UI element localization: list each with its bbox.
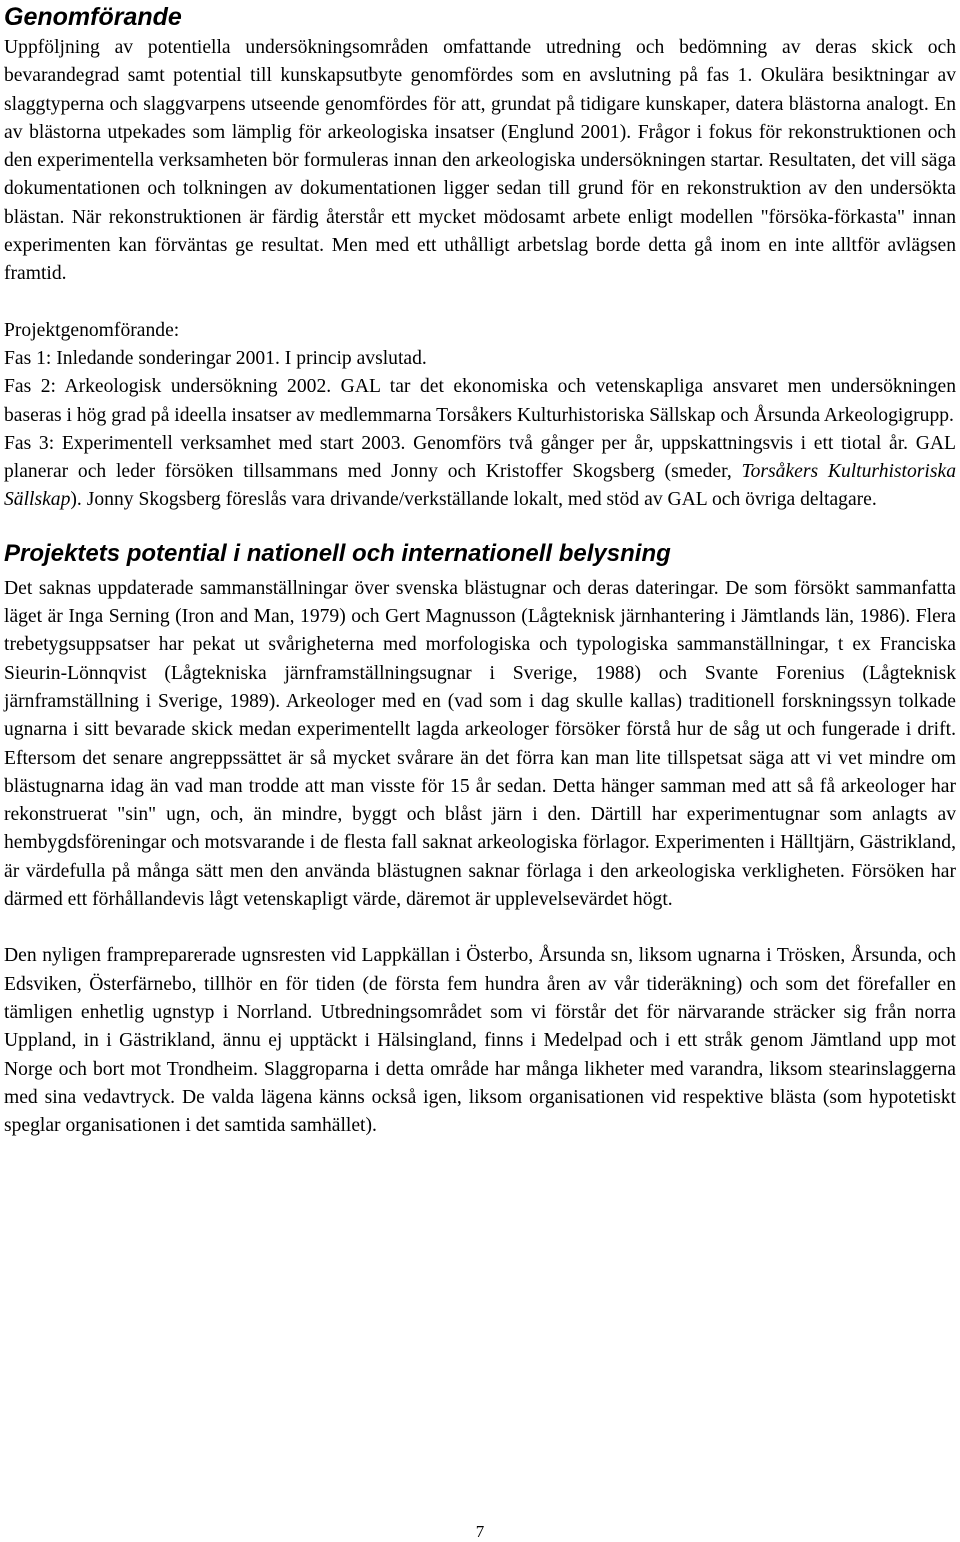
- section-heading-genomforande: Genomförande: [4, 3, 182, 31]
- document-page: [4, 0, 956, 1140]
- phase-3-text-end: ). Jonny Skogsberg föreslås vara drivande/verkställande lokalt, med stöd av GAL och övriga deltagare.: [70, 489, 877, 511]
- intro-paragraph: Uppföljning av potentiella undersökningsområden omfattande utredning och bedömning av deras skick och bevarandegrad samt potential till kunskapsutbyte genomfördes som en avslutning på fas 1. Okulära besiktningar av slaggtyperna och slaggvarpens utseende genomfördes för att, grundat på tidigare kunskaper, datera blästorna analogt. En av blästorna utpekades som lämplig för arkeologiska insatser (Englund 2001). Frågor i fokus för rekonstruktionen och den experimentella verksamheten bör formuleras innan den arkeologiska undersökningen startar. Resultaten, det vill säga dokumentationen och tolkningen av dokumentationen ligger sedan till grund för en rekonstruktion av den undersökta blästan. När rekonstruktionen är färdig återstår ett mycket mödosamt arbete enligt modellen "försöka-förkasta" innan experimenten kan förväntas ge resultat. Men med ett uthålligt arbetslag borde detta gå inom en inte alltför avlägsen framtid.: [4, 37, 956, 285]
- phase-1-text: Fas 1: Inledande sonderingar 2001. I princip avslutad.: [4, 347, 427, 369]
- potential-paragraph-1: Det saknas uppdaterade sammanställningar över svenska blästugnar och deras dateringar. De som försökt sammanfatta läget är Inga Serning (Iron and Man, 1979) och Gert Magnusson (Lågteknisk järnhantering i Jämtlands län, 1986). Flera trebetygsuppsatser har pekat ut svårigheterna med morfologiska och typologiska sammanställningar, t ex Franciska Sieurin-Lönnqvist (Lågtekniska järnframställningsugnar i Sverige, 1988) och Svante Forenius (Lågteknisk järnframställning i Sverige, 1989). Arkeologer med en (vad som i dag skulle kallas) traditionell forskningssyn tolkade ugnarna i sitt bevarade skick medan experimentellt lagda arkeologer försöker förstå hur de såg ut och fungerade i drift. Eftersom det senare angreppssättet är så mycket svårare än det förra kan man lite tillspetsat säga att vi vet mindre om blästugnarna idag än vad man trodde att man visste för 15 år sedan. Detta hänger samman med att så få arkeologer har rekonstruerat "sin" ugn, och, än mindre, byggt och blåst järn i den. Därtill har experimentugnar som anlagts av hembygdsföreningar och motsvarande i de flesta fall saknat arkeologiska förlagor. Experimenten i Hälltjärn, Gästrikland, är värdefulla på många sätt men den använda blästugnen saknar förlaga i den arkeologiska verkligheten. Försöken har därmed ett förhållandevis lågt vetenskapligt värde, däremot är upplevelsevärdet högt.: [4, 577, 956, 911]
- phase-3-text-start: Fas 3: Experimentell verksamhet med start 2003. Genomförs två gånger per år, uppskattningsvis i ett tiotal år. GAL planerar och leder försöken tillsammans med Jonny och Kristoffer Skogsberg (smeder,: [4, 432, 956, 483]
- page-number: 7: [475, 1522, 485, 1541]
- potential-paragraph-2: Den nyligen frampreparerade ugnsresten vid Lappkällan i Österbo, Årsunda sn, liksom ugnarna i Trösken, Årsunda, och Edsviken, Österfärnebo, tillhör en för tiden (de första fem hundra åren av vår tideräkning) och som det förefaller en tämligen enhetlig ugnstyp i Norrland. Utbredningsområdet som vi förstår det för närvarande sträcker sig från norra Uppland, in i Gästrikland, ännu ej upptäckt i Hälsingland, finns i Medelpad och i ett stråk genom Jämtland upp mot Norge och bort mot Trondheim. Slaggroparna i detta område har många likheter med varandra, liksom stearinslaggerna med sina vedavtryck. De valda lägena känns också igen, liksom organisationen vid respektive blästa (som hypotetiskt speglar organisationen i det samtida samhället).: [4, 945, 956, 1137]
- society-name-italic: Torsåkers Kulturhistoriska Sällskap: [4, 461, 956, 511]
- section-heading-potential: Projektets potential i nationell och internationell belysning: [4, 539, 671, 567]
- spacer: [4, 914, 956, 942]
- phase-2-text: Fas 2: Arkeologisk undersökning 2002. GAL tar det ekonomiska och vetenskapliga ansvaret men undersökningen baseras i hög grad på ideella insatser av medlemmarna Torsåkers Kulturhistoriska Sällskap och Årsunda Arkeologigrupp.: [4, 376, 956, 426]
- spacer: [4, 289, 956, 317]
- phase-3-text: [4, 430, 956, 515]
- project-label: Projektgenomförande:: [4, 319, 180, 341]
